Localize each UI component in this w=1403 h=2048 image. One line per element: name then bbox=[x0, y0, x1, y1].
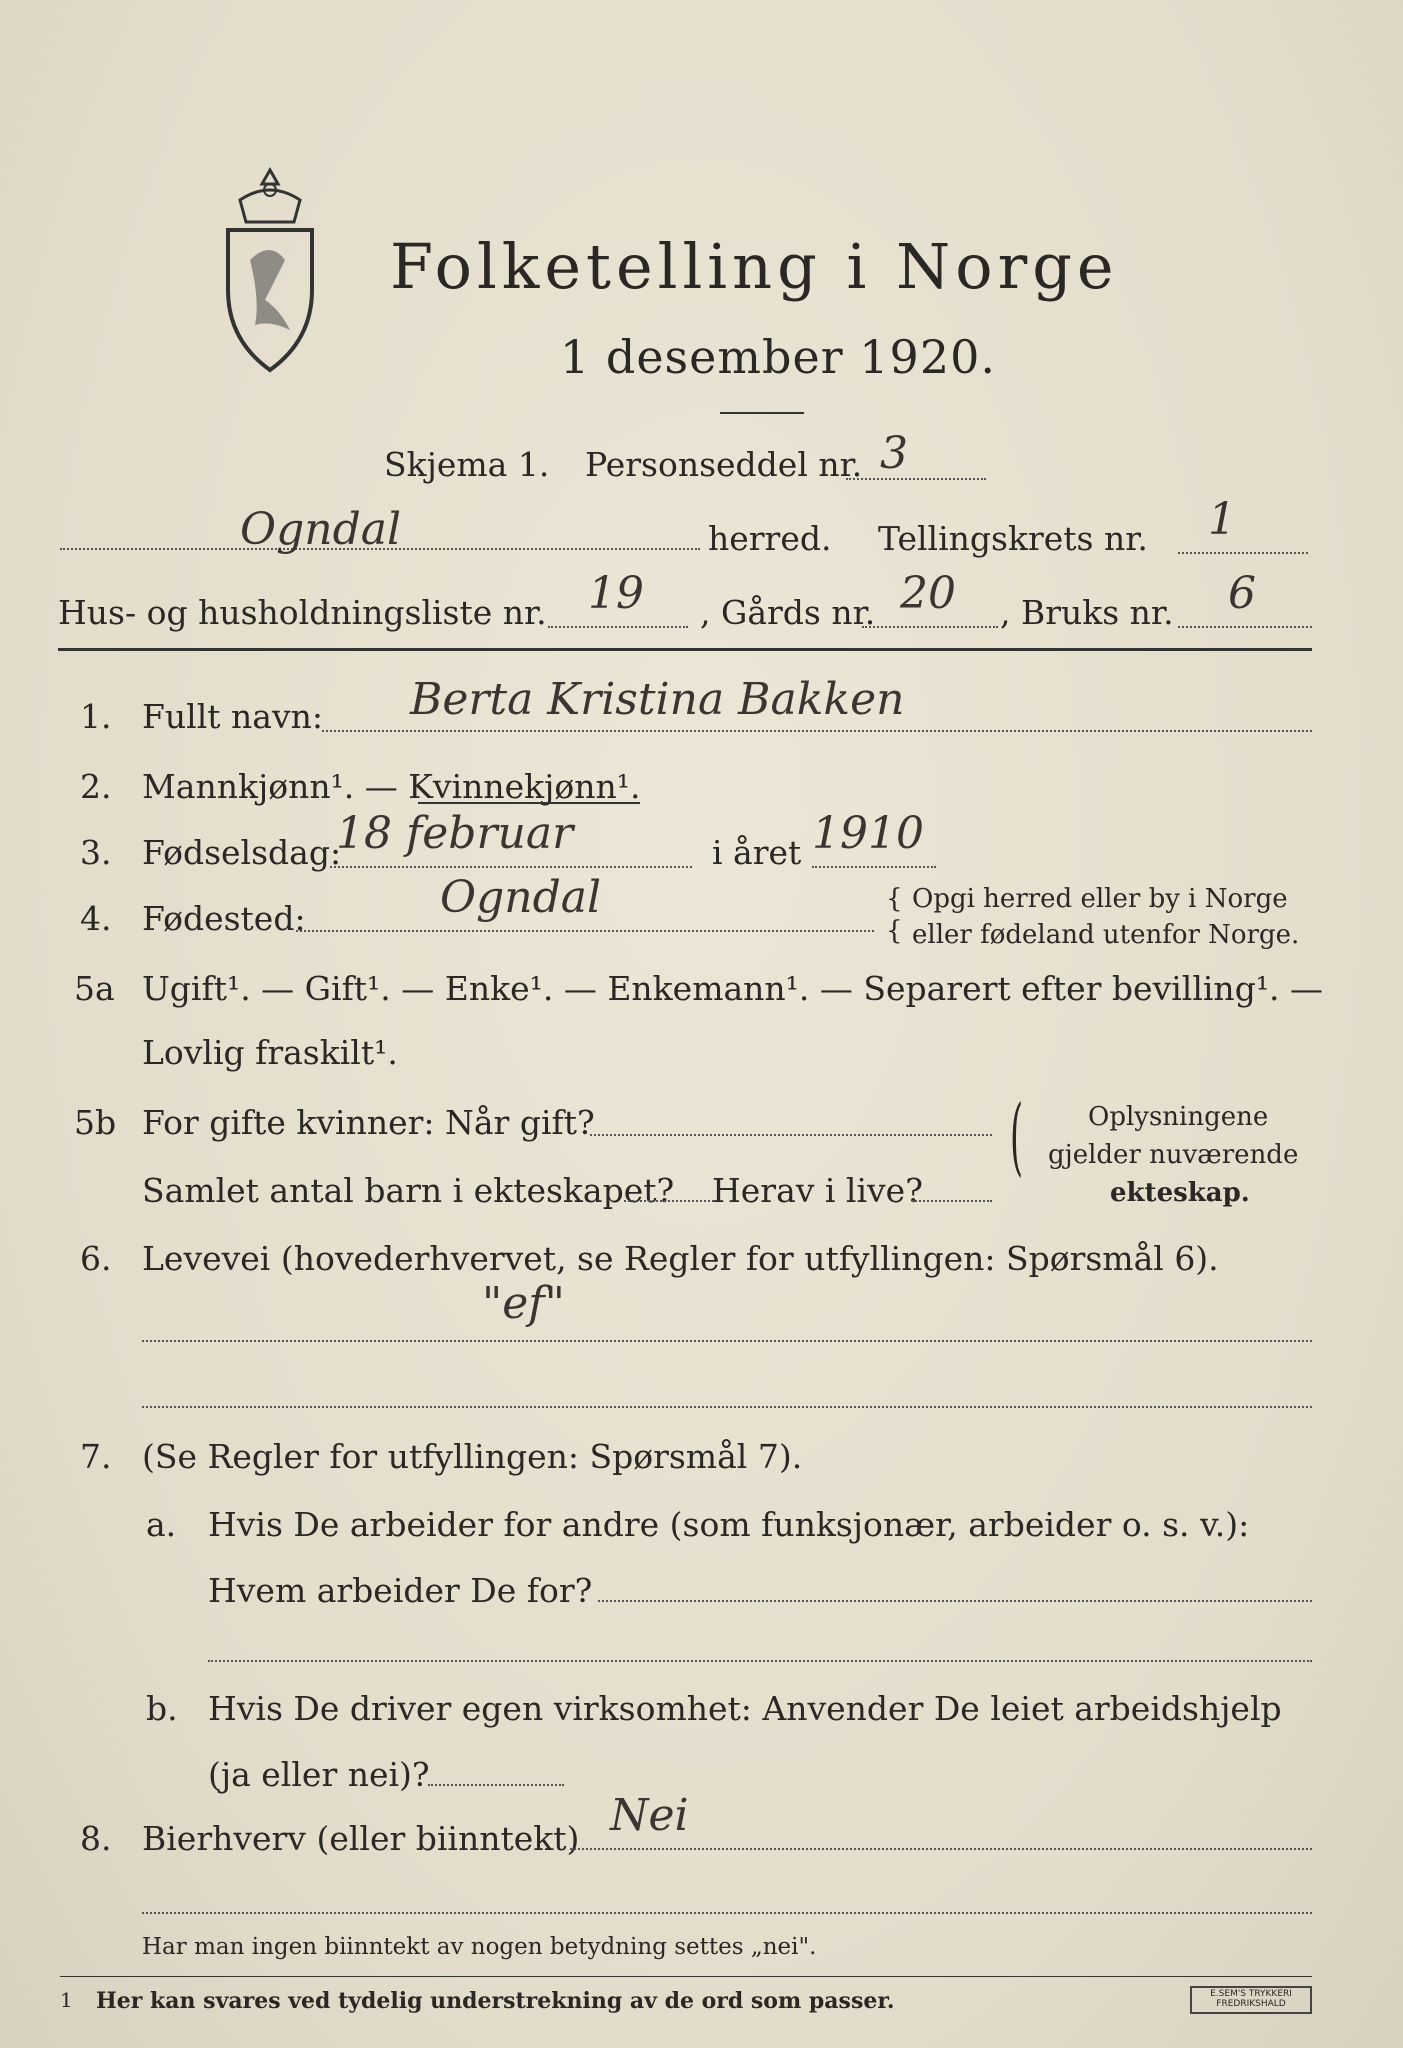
printer-stamp-line-1: E.SEM'S TRYKKERI bbox=[1210, 1989, 1292, 1999]
q5b-note-3: ekteskap. bbox=[1110, 1178, 1250, 1208]
gards-label: , Gårds nr. bbox=[700, 593, 876, 632]
form-title: Folketelling i Norge bbox=[390, 230, 1119, 303]
q1-dots bbox=[322, 730, 1312, 732]
husliste-dots bbox=[548, 626, 688, 628]
q4-brace-2: { bbox=[886, 916, 903, 946]
q5a-number: 5a bbox=[74, 969, 115, 1008]
q3-year-value[interactable]: 1910 bbox=[812, 808, 924, 859]
personseddel-dots bbox=[846, 478, 986, 480]
personseddel-label: Personseddel nr. bbox=[585, 445, 863, 484]
q5b-children-dots bbox=[624, 1200, 718, 1202]
personseddel-value[interactable]: 3 bbox=[880, 428, 908, 479]
q7b-dots bbox=[428, 1784, 564, 1786]
q6-dots-2 bbox=[142, 1406, 1312, 1408]
q7a-letter: a. bbox=[146, 1505, 177, 1544]
q8-number: 8. bbox=[80, 1819, 112, 1858]
q5b-alive-label: Herav i live? bbox=[712, 1171, 923, 1210]
q3-year-label: i året bbox=[712, 833, 802, 872]
printer-stamp-line-2: FREDRIKSHALD bbox=[1216, 1998, 1286, 2009]
q7-label: (Se Regler for utfyllingen: Spørsmål 7). bbox=[142, 1437, 803, 1476]
q4-note-2: eller fødeland utenfor Norge. bbox=[912, 920, 1300, 950]
q7a-who-dots bbox=[598, 1600, 1312, 1602]
husliste-label: Hus- og husholdningsliste nr. bbox=[58, 593, 547, 632]
q5b-alive-dots bbox=[912, 1200, 992, 1202]
footer-note: Har man ingen biinntekt av nogen betydning settes „nei". bbox=[142, 1934, 817, 1960]
q3-day-value[interactable]: 18 februar bbox=[336, 808, 574, 859]
q6-label: Levevei (hovederhvervet, se Regler for utfyllingen: Spørsmål 6). bbox=[142, 1239, 1219, 1278]
q8-dots-2 bbox=[142, 1912, 1312, 1914]
q8-dots bbox=[570, 1848, 1312, 1850]
herred-label: herred. bbox=[708, 519, 832, 558]
q6-number: 6. bbox=[80, 1239, 112, 1278]
q1-value[interactable]: Berta Kristina Bakken bbox=[410, 674, 905, 725]
q1-number: 1. bbox=[80, 697, 112, 736]
q4-dots bbox=[296, 930, 874, 932]
q1-label: Fullt navn: bbox=[142, 697, 323, 736]
tellingskrets-label: Tellingskrets nr. bbox=[878, 519, 1148, 558]
header-divider bbox=[58, 648, 1312, 651]
schema-label: Skjema 1. bbox=[384, 445, 550, 484]
q3-number: 3. bbox=[80, 833, 112, 872]
q5b-note-2: gjelder nuværende bbox=[1048, 1140, 1299, 1170]
form-date: 1 desember 1920. bbox=[560, 330, 996, 384]
tellingskrets-dots bbox=[1178, 552, 1308, 554]
q3-year-dots bbox=[812, 866, 936, 868]
q6-dots-1 bbox=[142, 1340, 1312, 1342]
q5b-label: For gifte kvinner: Når gift? bbox=[142, 1103, 595, 1142]
q8-value[interactable]: Nei bbox=[610, 1790, 689, 1841]
q2-label: Mannkjønn¹. — Kvinnekjønn¹. bbox=[142, 767, 641, 806]
q4-label: Fødested: bbox=[142, 899, 306, 938]
q5a-line-1: Ugift¹. — Gift¹. — Enke¹. — Enkemann¹. — Separert efter bevilling¹. — bbox=[142, 969, 1324, 1008]
bruks-dots bbox=[1178, 626, 1312, 628]
q5b-number: 5b bbox=[74, 1103, 117, 1142]
coat-of-arms-icon bbox=[210, 160, 330, 380]
q4-number: 4. bbox=[80, 899, 112, 938]
q7a-dots-2 bbox=[208, 1660, 1312, 1662]
q7a-label: Hvis De arbeider for andre (som funksjonær, arbeider o. s. v.): bbox=[208, 1505, 1250, 1544]
q7b-label: Hvis De driver egen virksomhet: Anvender De leiet arbeidshjelp bbox=[208, 1689, 1282, 1728]
q4-brace: { bbox=[886, 884, 903, 914]
q7a-who-label: Hvem arbeider De for? bbox=[208, 1571, 593, 1610]
q7b-yesno-label: (ja eller nei)? bbox=[208, 1755, 430, 1794]
q2-underline bbox=[418, 802, 640, 804]
q4-value[interactable]: Ogndal bbox=[440, 872, 602, 923]
q3-label: Fødselsdag: bbox=[142, 833, 342, 872]
bruks-label: , Bruks nr. bbox=[1000, 593, 1174, 632]
q5b-children-label: Samlet antal barn i ekteskapet? bbox=[142, 1171, 675, 1210]
footer-divider bbox=[60, 1976, 1312, 1977]
q7-number: 7. bbox=[80, 1437, 112, 1476]
q7b-letter: b. bbox=[146, 1689, 178, 1728]
footnote-number: 1 bbox=[60, 1988, 73, 2012]
footnote-text: Her kan svares ved tydelig understrekning av de ord som passer. bbox=[96, 1988, 895, 2014]
q5b-brace: ( bbox=[1010, 1087, 1024, 1185]
herred-value[interactable]: Ogndal bbox=[240, 504, 402, 555]
q8-label: Bierhverv (eller biinntekt) bbox=[142, 1819, 580, 1858]
q5b-gift-dots bbox=[590, 1134, 992, 1136]
q5a-line-2: Lovlig fraskilt¹. bbox=[142, 1033, 398, 1072]
gards-value[interactable]: 20 bbox=[900, 568, 956, 619]
q6-value[interactable]: "ef" bbox=[482, 1278, 565, 1329]
gards-dots bbox=[862, 626, 998, 628]
q3-day-dots bbox=[330, 866, 692, 868]
title-divider bbox=[720, 412, 804, 414]
q4-note-1: Opgi herred eller by i Norge bbox=[912, 884, 1288, 914]
tellingskrets-value[interactable]: 1 bbox=[1208, 494, 1236, 545]
q2-number: 2. bbox=[80, 767, 112, 806]
q5b-note-1: Oplysningene bbox=[1088, 1102, 1269, 1132]
husliste-value[interactable]: 19 bbox=[588, 568, 644, 619]
bruks-value[interactable]: 6 bbox=[1228, 568, 1256, 619]
printer-stamp bbox=[1190, 1986, 1312, 2014]
